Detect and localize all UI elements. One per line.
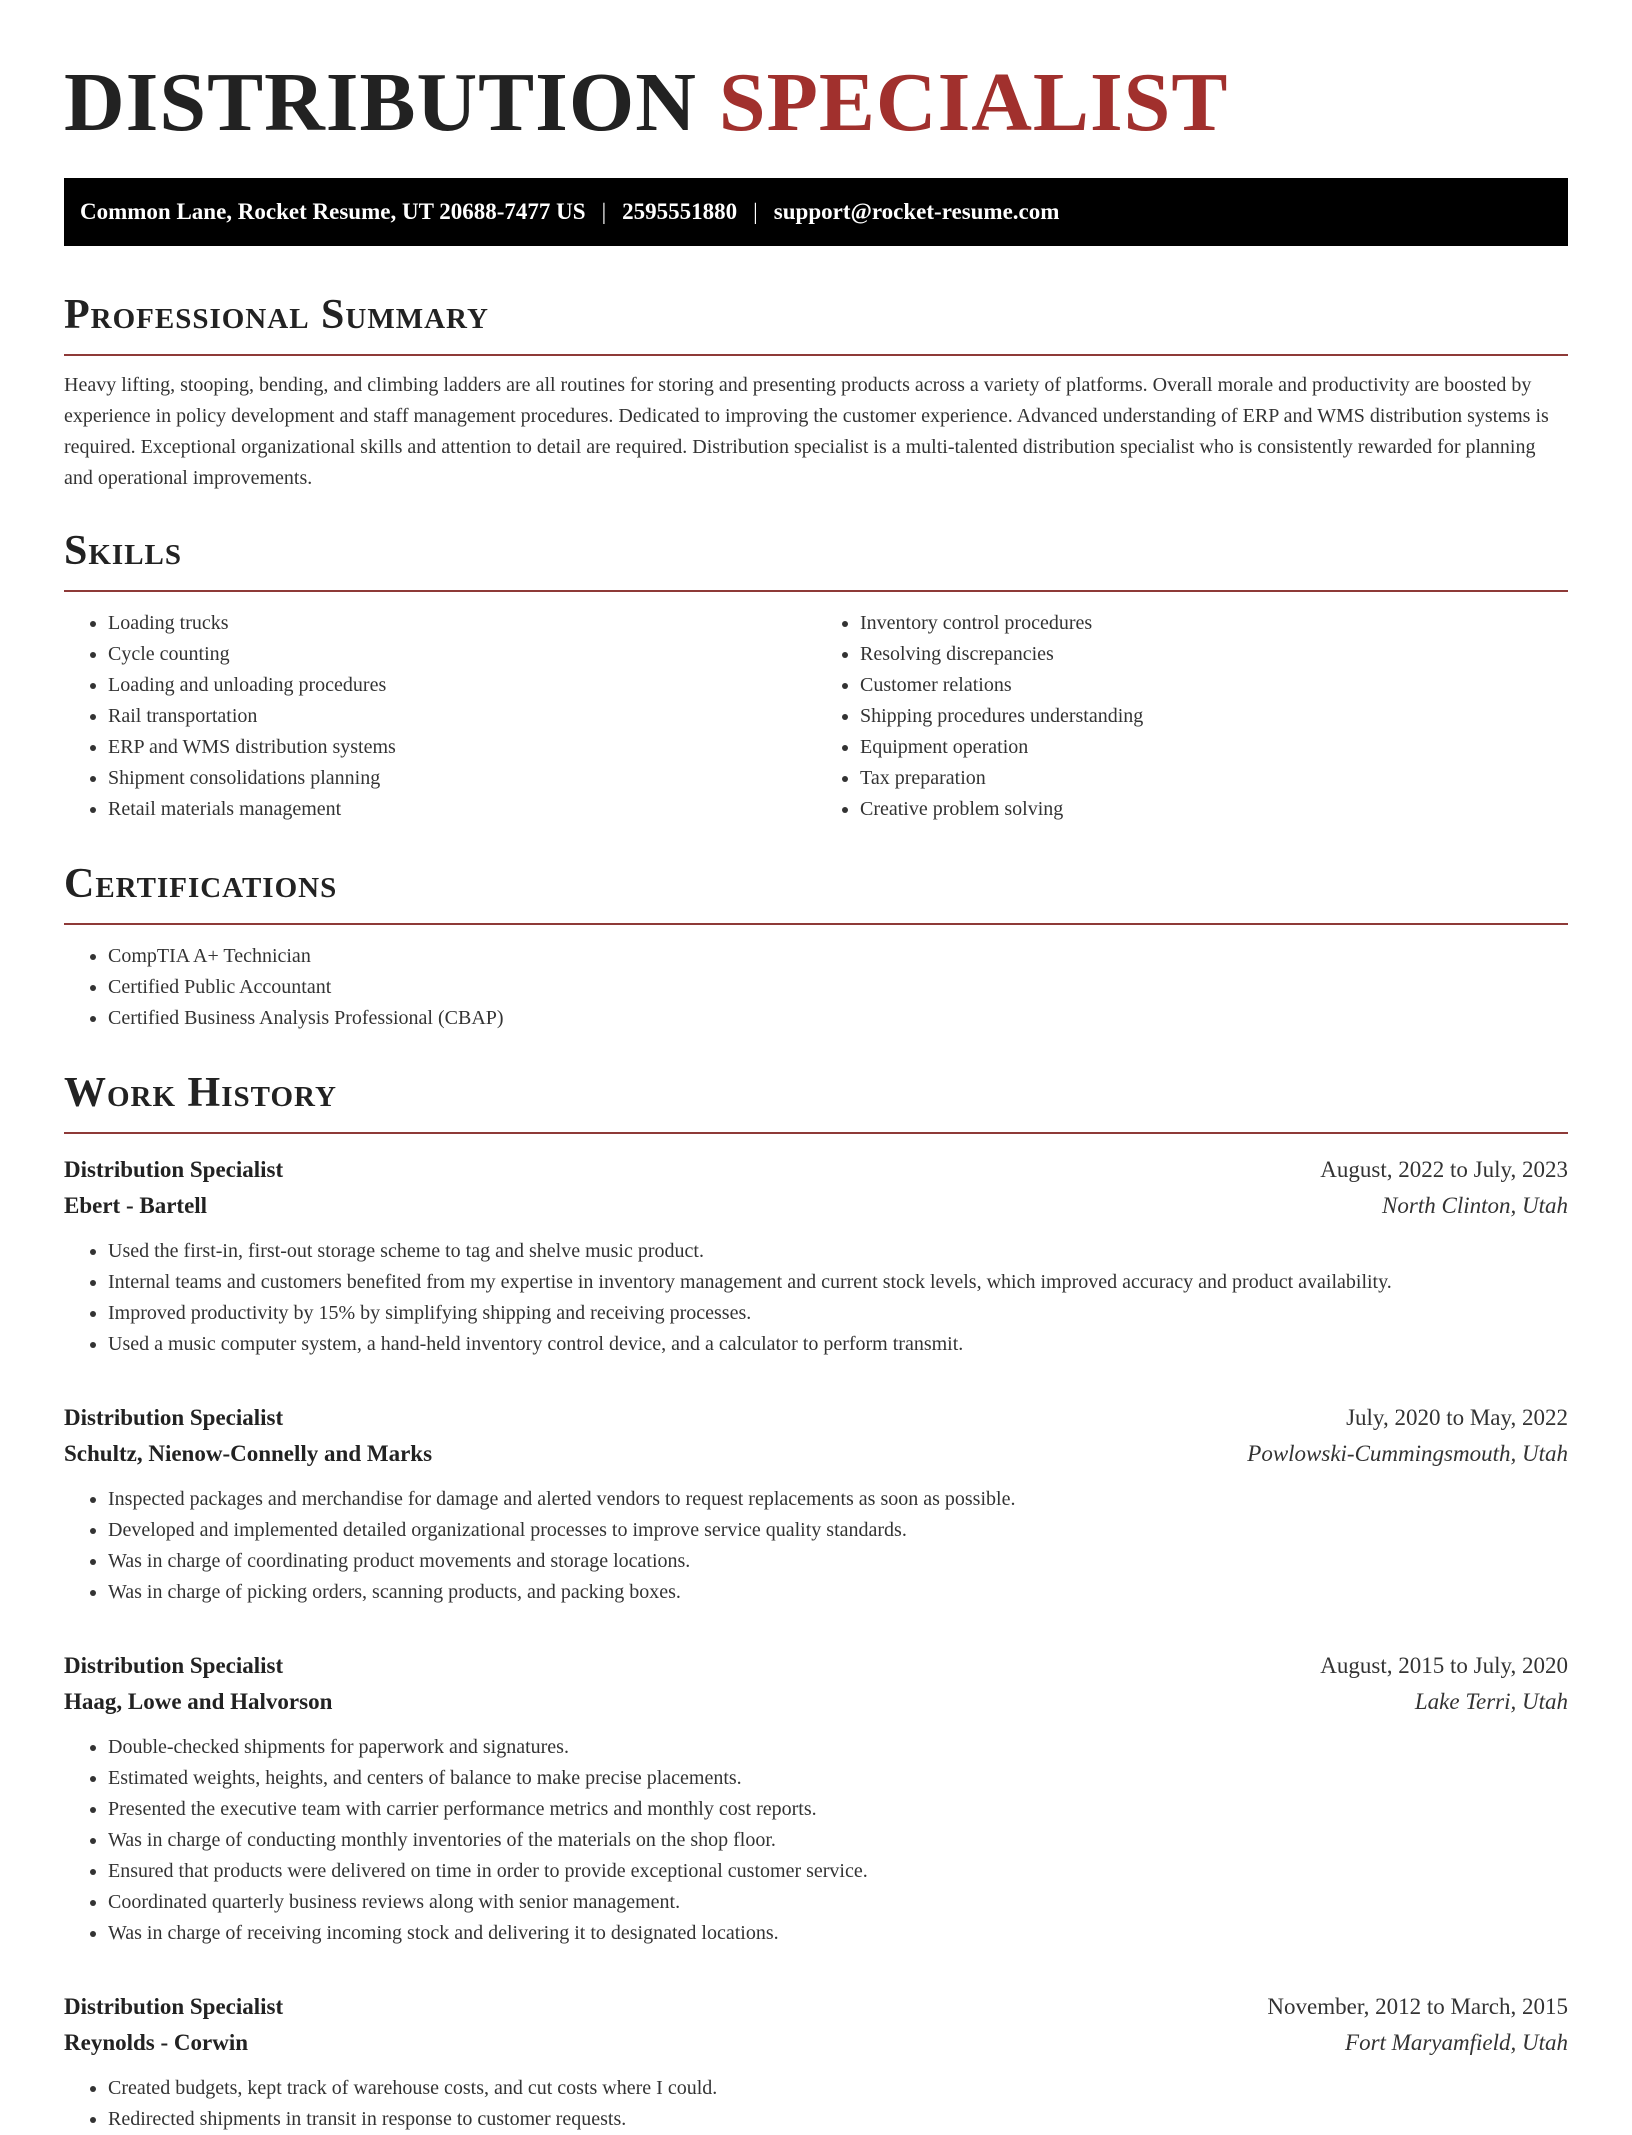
work-history-heading: Work History: [64, 1068, 1568, 1134]
skill-item: • Retail materials management: [108, 794, 816, 825]
contact-phone: 2595551880: [622, 199, 738, 224]
job-entry: [64, 1989, 1568, 2135]
skill-item: • Loading and unloading procedures: [108, 670, 816, 701]
resume-title: [64, 0, 1568, 148]
job-bullet: • Was in charge of coordinating product movements and storage locations.: [108, 1546, 1568, 1577]
skills-heading: Skills: [64, 526, 1568, 592]
job-dates: July, 2020 to May, 2022: [1346, 1405, 1568, 1430]
job-company: Schultz, Nienow-Connelly and Marks: [64, 1441, 433, 1466]
title-first-word: DISTRIBUTION: [64, 56, 697, 149]
job-company: Reynolds - Corwin: [64, 2030, 249, 2055]
certification-item: • Certified Public Accountant: [108, 972, 1568, 1003]
certification-item: • CompTIA A+ Technician: [108, 941, 1568, 972]
job-title: Distribution Specialist: [64, 1994, 284, 2019]
job-bullets: [64, 2073, 1568, 2135]
job-company: Haag, Lowe and Halvorson: [64, 1689, 333, 1714]
certification-item: • Certified Business Analysis Professional (CBAP): [108, 1003, 1568, 1034]
skill-item: • Creative problem solving: [860, 794, 1568, 825]
skills-list-left: [64, 608, 816, 825]
job-bullet: • Used a music computer system, a hand-held inventory control device, and a calculator to perform transmit.: [108, 1329, 1568, 1360]
job-bullet: • Coordinated quarterly business reviews along with senior management.: [108, 1887, 1568, 1918]
job-title: Distribution Specialist: [64, 1157, 284, 1182]
job-header-row: [64, 1400, 1568, 1436]
skill-item: • Resolving discrepancies: [860, 639, 1568, 670]
job-bullet: • Was in charge of picking orders, scanning products, and packing boxes.: [108, 1577, 1568, 1608]
skill-item: • Rail transportation: [108, 701, 816, 732]
job-bullet: • Improved productivity by 15% by simplifying shipping and receiving processes.: [108, 1298, 1568, 1329]
skill-item: • Tax preparation: [860, 763, 1568, 794]
skill-item: • Loading trucks: [108, 608, 816, 639]
job-header-row: [64, 1648, 1568, 1684]
job-bullet: • Double-checked shipments for paperwork and signatures.: [108, 1732, 1568, 1763]
job-company-row: [64, 1684, 1568, 1720]
skill-item: • Equipment operation: [860, 732, 1568, 763]
job-location: Fort Maryamfield, Utah: [1345, 2030, 1568, 2055]
contact-address: Common Lane, Rocket Resume, UT 20688-7477 US: [80, 199, 586, 224]
job-bullet: • Created budgets, kept track of warehouse costs, and cut costs where I could.: [108, 2073, 1568, 2104]
contact-email: support@rocket-resume.com: [773, 199, 1060, 224]
skill-item: • Shipping procedures understanding: [860, 701, 1568, 732]
job-bullet: • Inspected packages and merchandise for damage and alerted vendors to request replacements as soon as possible.: [108, 1484, 1568, 1515]
job-bullet: • Internal teams and customers benefited from my expertise in inventory management and current stock levels, which improved accuracy and product availability.: [108, 1267, 1568, 1298]
skill-item: • ERP and WMS distribution systems: [108, 732, 816, 763]
job-bullets: [64, 1236, 1568, 1360]
skills-list-right: [816, 608, 1568, 825]
job-dates: August, 2015 to July, 2020: [1320, 1653, 1568, 1678]
certifications-list: [64, 941, 1568, 1034]
contact-separator: |: [601, 199, 607, 224]
job-entry: [64, 1152, 1568, 1360]
job-bullets: [64, 1732, 1568, 1949]
job-header-row: [64, 1989, 1568, 2025]
skill-item: • Customer relations: [860, 670, 1568, 701]
contact-separator: |: [753, 199, 758, 224]
job-bullet: • Estimated weights, heights, and centers of balance to make precise placements.: [108, 1763, 1568, 1794]
job-entry: [64, 1648, 1568, 1949]
job-title: Distribution Specialist: [64, 1405, 284, 1430]
job-bullet: • Redirected shipments in transit in response to customer requests.: [108, 2104, 1568, 2135]
job-dates: November, 2012 to March, 2015: [1267, 1994, 1568, 2019]
job-company-row: [64, 1188, 1568, 1224]
skill-item: • Cycle counting: [108, 639, 816, 670]
job-bullet: • Presented the executive team with carrier performance metrics and monthly cost reports.: [108, 1794, 1568, 1825]
job-dates: August, 2022 to July, 2023: [1320, 1157, 1568, 1182]
certifications-heading: Certifications: [64, 859, 1568, 925]
job-company: Ebert - Bartell: [64, 1193, 208, 1218]
job-entry: [64, 1400, 1568, 1608]
skills-columns: [64, 608, 1568, 825]
job-location: Lake Terri, Utah: [1414, 1689, 1568, 1714]
contact-bar: [64, 178, 1568, 246]
job-bullets: [64, 1484, 1568, 1608]
job-company-row: [64, 2025, 1568, 2061]
job-bullet: • Used the first-in, first-out storage scheme to tag and shelve music product.: [108, 1236, 1568, 1267]
job-header-row: [64, 1152, 1568, 1188]
job-bullet: • Ensured that products were delivered on time in order to provide exceptional customer service.: [108, 1856, 1568, 1887]
skill-item: • Shipment consolidations planning: [108, 763, 816, 794]
job-bullet: • Developed and implemented detailed organizational processes to improve service quality standards.: [108, 1515, 1568, 1546]
summary-heading: Professional Summary: [64, 290, 1568, 356]
job-bullet: • Was in charge of conducting monthly inventories of the materials on the shop floor.: [108, 1825, 1568, 1856]
job-title: Distribution Specialist: [64, 1653, 284, 1678]
summary-text: Heavy lifting, stooping, bending, and climbing ladders are all routines for storing and presenting products across a variety of platforms. Overall morale and productivity are boosted by experience in policy development and staff management procedures. Dedicated to improving the customer experience. Advanced understanding of ERP and WMS distribution systems is required. Exceptional organizational skills and attention to detail are required. Distribution specialist is a multi-talented distribution specialist who is consistently rewarded for planning and operational improvements.: [64, 374, 1549, 489]
job-location: Powlowski-Cummingsmouth, Utah: [1247, 1441, 1568, 1466]
job-location: North Clinton, Utah: [1382, 1193, 1568, 1218]
title-accent-word: SPECIALIST: [718, 56, 1229, 149]
job-company-row: [64, 1436, 1568, 1472]
job-bullet: • Was in charge of receiving incoming stock and delivering it to designated locations.: [108, 1918, 1568, 1949]
skill-item: • Inventory control procedures: [860, 608, 1568, 639]
